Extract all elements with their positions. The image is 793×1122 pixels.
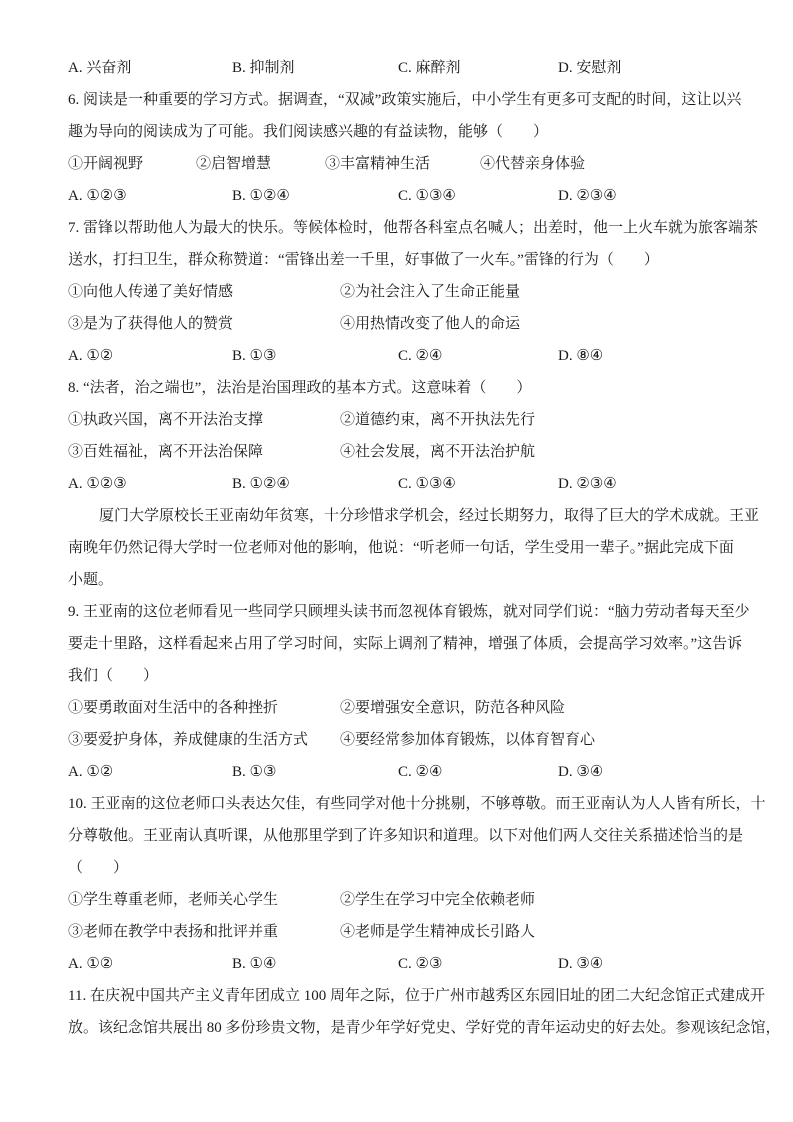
q9-answers-row [68,756,730,788]
q7-text-line: 送水，打扫卫生，群众称赞道：“雷锋出差一千里，好事做了一火车。”雷锋的行为（ ） [68,252,659,268]
q9-sub2-options-row [68,692,730,724]
q7-sub-option: ③是为了获得他人的赞赏 [68,316,234,332]
passage-passage-block [68,500,760,596]
q10-sub2-options-row [68,884,730,916]
q10-text-line: （ ） [68,860,129,876]
q10-sub-option: ③老师在教学中表扬和批评并重 [68,924,279,940]
q5-answer-choice: D. 安慰剂 [558,60,622,76]
q8-answer-choice: C. ①③④ [398,476,456,492]
q10-answer-choice: B. ①④ [232,956,277,972]
passage-text-line: 小题。 [68,572,114,588]
q6-answer-choice: D. ②③④ [558,188,617,204]
q8-sub-option: ①执政兴国，离不开法治支撑 [68,412,264,428]
q8-answer-choice: D. ②③④ [558,476,617,492]
q7-stem-block [68,212,759,276]
q6-answer-choice: A. ①②③ [68,188,127,204]
q10-answer-choice: C. ②③ [398,956,443,972]
q8-stem-block [68,372,730,404]
q6-answer-choice: B. ①②④ [232,188,290,204]
q6-sub4-options-row [68,148,730,180]
passage-text-line: 厦门大学原校长王亚南幼年贫寒，十分珍惜求学机会，经过长期努力，取得了巨大的学术成就。王亚 [99,508,760,524]
q9-answer-choice: C. ②④ [398,764,443,780]
q7-answer-choice: D. ⑧④ [558,348,604,364]
q9-answer-choice: D. ③④ [558,764,604,780]
q8-sub2-options-row [68,436,730,468]
q6-sub-option: ①开阔视野 [68,156,144,172]
q9-answer-choice: A. ①② [68,764,114,780]
q8-sub-option: ②道德约束，离不开执法先行 [340,412,536,428]
q9-sub-option: ①要勇敢面对生活中的各种挫折 [68,700,279,716]
q11-stem-block [68,980,781,1044]
q10-text-line: 10. 王亚南的这位老师口头表达欠佳，有些同学对他十分挑剔，不够尊敬。而王亚南认为人人皆有所长，十 [68,796,766,812]
q9-stem-block [68,596,750,692]
q8-sub2-options-row [68,404,730,436]
q6-answers-row [68,180,730,212]
q7-text-line: 7. 雷锋以帮助他人为最大的快乐。等候体检时，他帮各科室点名喊人；出差时，他一上火车就为旅客端茶 [68,220,759,236]
q10-answer-choice: D. ③④ [558,956,604,972]
q11-text-line: 11. 在庆祝中国共产主义青年团成立 100 周年之际，位于广州市越秀区东园旧址的团二大纪念馆正式建成开 [68,988,765,1004]
q10-text-line: 分尊敬他。王亚南认真听课，从他那里学到了许多知识和道理。以下对他们两人交往关系描述恰当的是 [68,828,744,844]
q8-text-line: 8. “法者，治之端也”，法治是治国理政的基本方式。这意味着（ ） [68,380,532,396]
q5-answers-row [68,52,730,84]
q10-sub-option: ④老师是学生精神成长引路人 [340,924,536,940]
q7-answer-choice: C. ②④ [398,348,443,364]
q8-answer-choice: A. ①②③ [68,476,127,492]
q10-sub-option: ①学生尊重老师，老师关心学生 [68,892,279,908]
question-list [68,52,781,1044]
q7-sub-option: ①向他人传递了美好情感 [68,284,234,300]
q9-text-line: 我们（ ） [68,668,159,684]
q6-answer-choice: C. ①③④ [398,188,456,204]
q10-stem-block [68,788,766,884]
q7-answer-choice: B. ①③ [232,348,277,364]
q8-answer-choice: B. ①②④ [232,476,290,492]
q6-text-line: 趣为导向的阅读成为了可能。我们阅读感兴趣的有益读物，能够（ ） [68,124,549,140]
q8-sub-option: ④社会发展，离不开法治护航 [340,444,536,460]
q11-text-line: 放。该纪念馆共展出 80 多份珍贵文物，是青少年学好党史、学好党的青年运动史的好去处。参观该纪念馆， [68,1020,781,1036]
q7-sub2-options-row [68,276,730,308]
q7-sub-option: ②为社会注入了生命正能量 [340,284,521,300]
q6-stem-block [68,84,742,148]
q9-sub-option: ②要增强安全意识，防范各种风险 [340,700,566,716]
q10-sub2-options-row [68,916,730,948]
q5-answer-choice: B. 抑制剂 [232,60,295,76]
q9-answer-choice: B. ①③ [232,764,277,780]
q6-sub-option: ②启智增慧 [196,156,272,172]
q10-sub-option: ②学生在学习中完全依赖老师 [340,892,536,908]
q6-sub-option: ④代替亲身体验 [480,156,586,172]
q7-answers-row [68,340,730,372]
q6-text-line: 6. 阅读是一种重要的学习方式。据调查，“双减”政策实施后，中小学生有更多可支配的时间，这让以兴 [68,92,742,108]
q6-sub-option: ③丰富精神生活 [325,156,431,172]
q9-text-line: 9. 王亚南的这位老师看见一些同学只顾埋头读书而忽视体育锻炼，就对同学们说：“脑力劳动者每天至少 [68,604,750,620]
q9-sub-option: ③要爱护身体，养成健康的生活方式 [68,732,309,748]
q7-sub2-options-row [68,308,730,340]
q8-answers-row [68,468,730,500]
q7-sub-option: ④用热情改变了他人的命运 [340,316,521,332]
q9-sub2-options-row [68,724,730,756]
q8-sub-option: ③百姓福祉，离不开法治保障 [68,444,264,460]
q5-answer-choice: C. 麻醉剂 [398,60,461,76]
q9-text-line: 要走十里路，这样看起来占用了学习时间，实际上调剂了精神，增强了体质，会提高学习效率。”这告诉 [68,636,743,652]
q10-answers-row [68,948,730,980]
q7-answer-choice: A. ①② [68,348,114,364]
q9-sub-option: ④要经常参加体育锻炼，以体育智育心 [340,732,596,748]
q5-answer-choice: A. 兴奋剂 [68,60,132,76]
q10-answer-choice: A. ①② [68,956,114,972]
passage-text-line: 南晚年仍然记得大学时一位老师对他的影响，他说：“听老师一句话，学生受用一辈子。”据此完成下面 [68,540,734,556]
